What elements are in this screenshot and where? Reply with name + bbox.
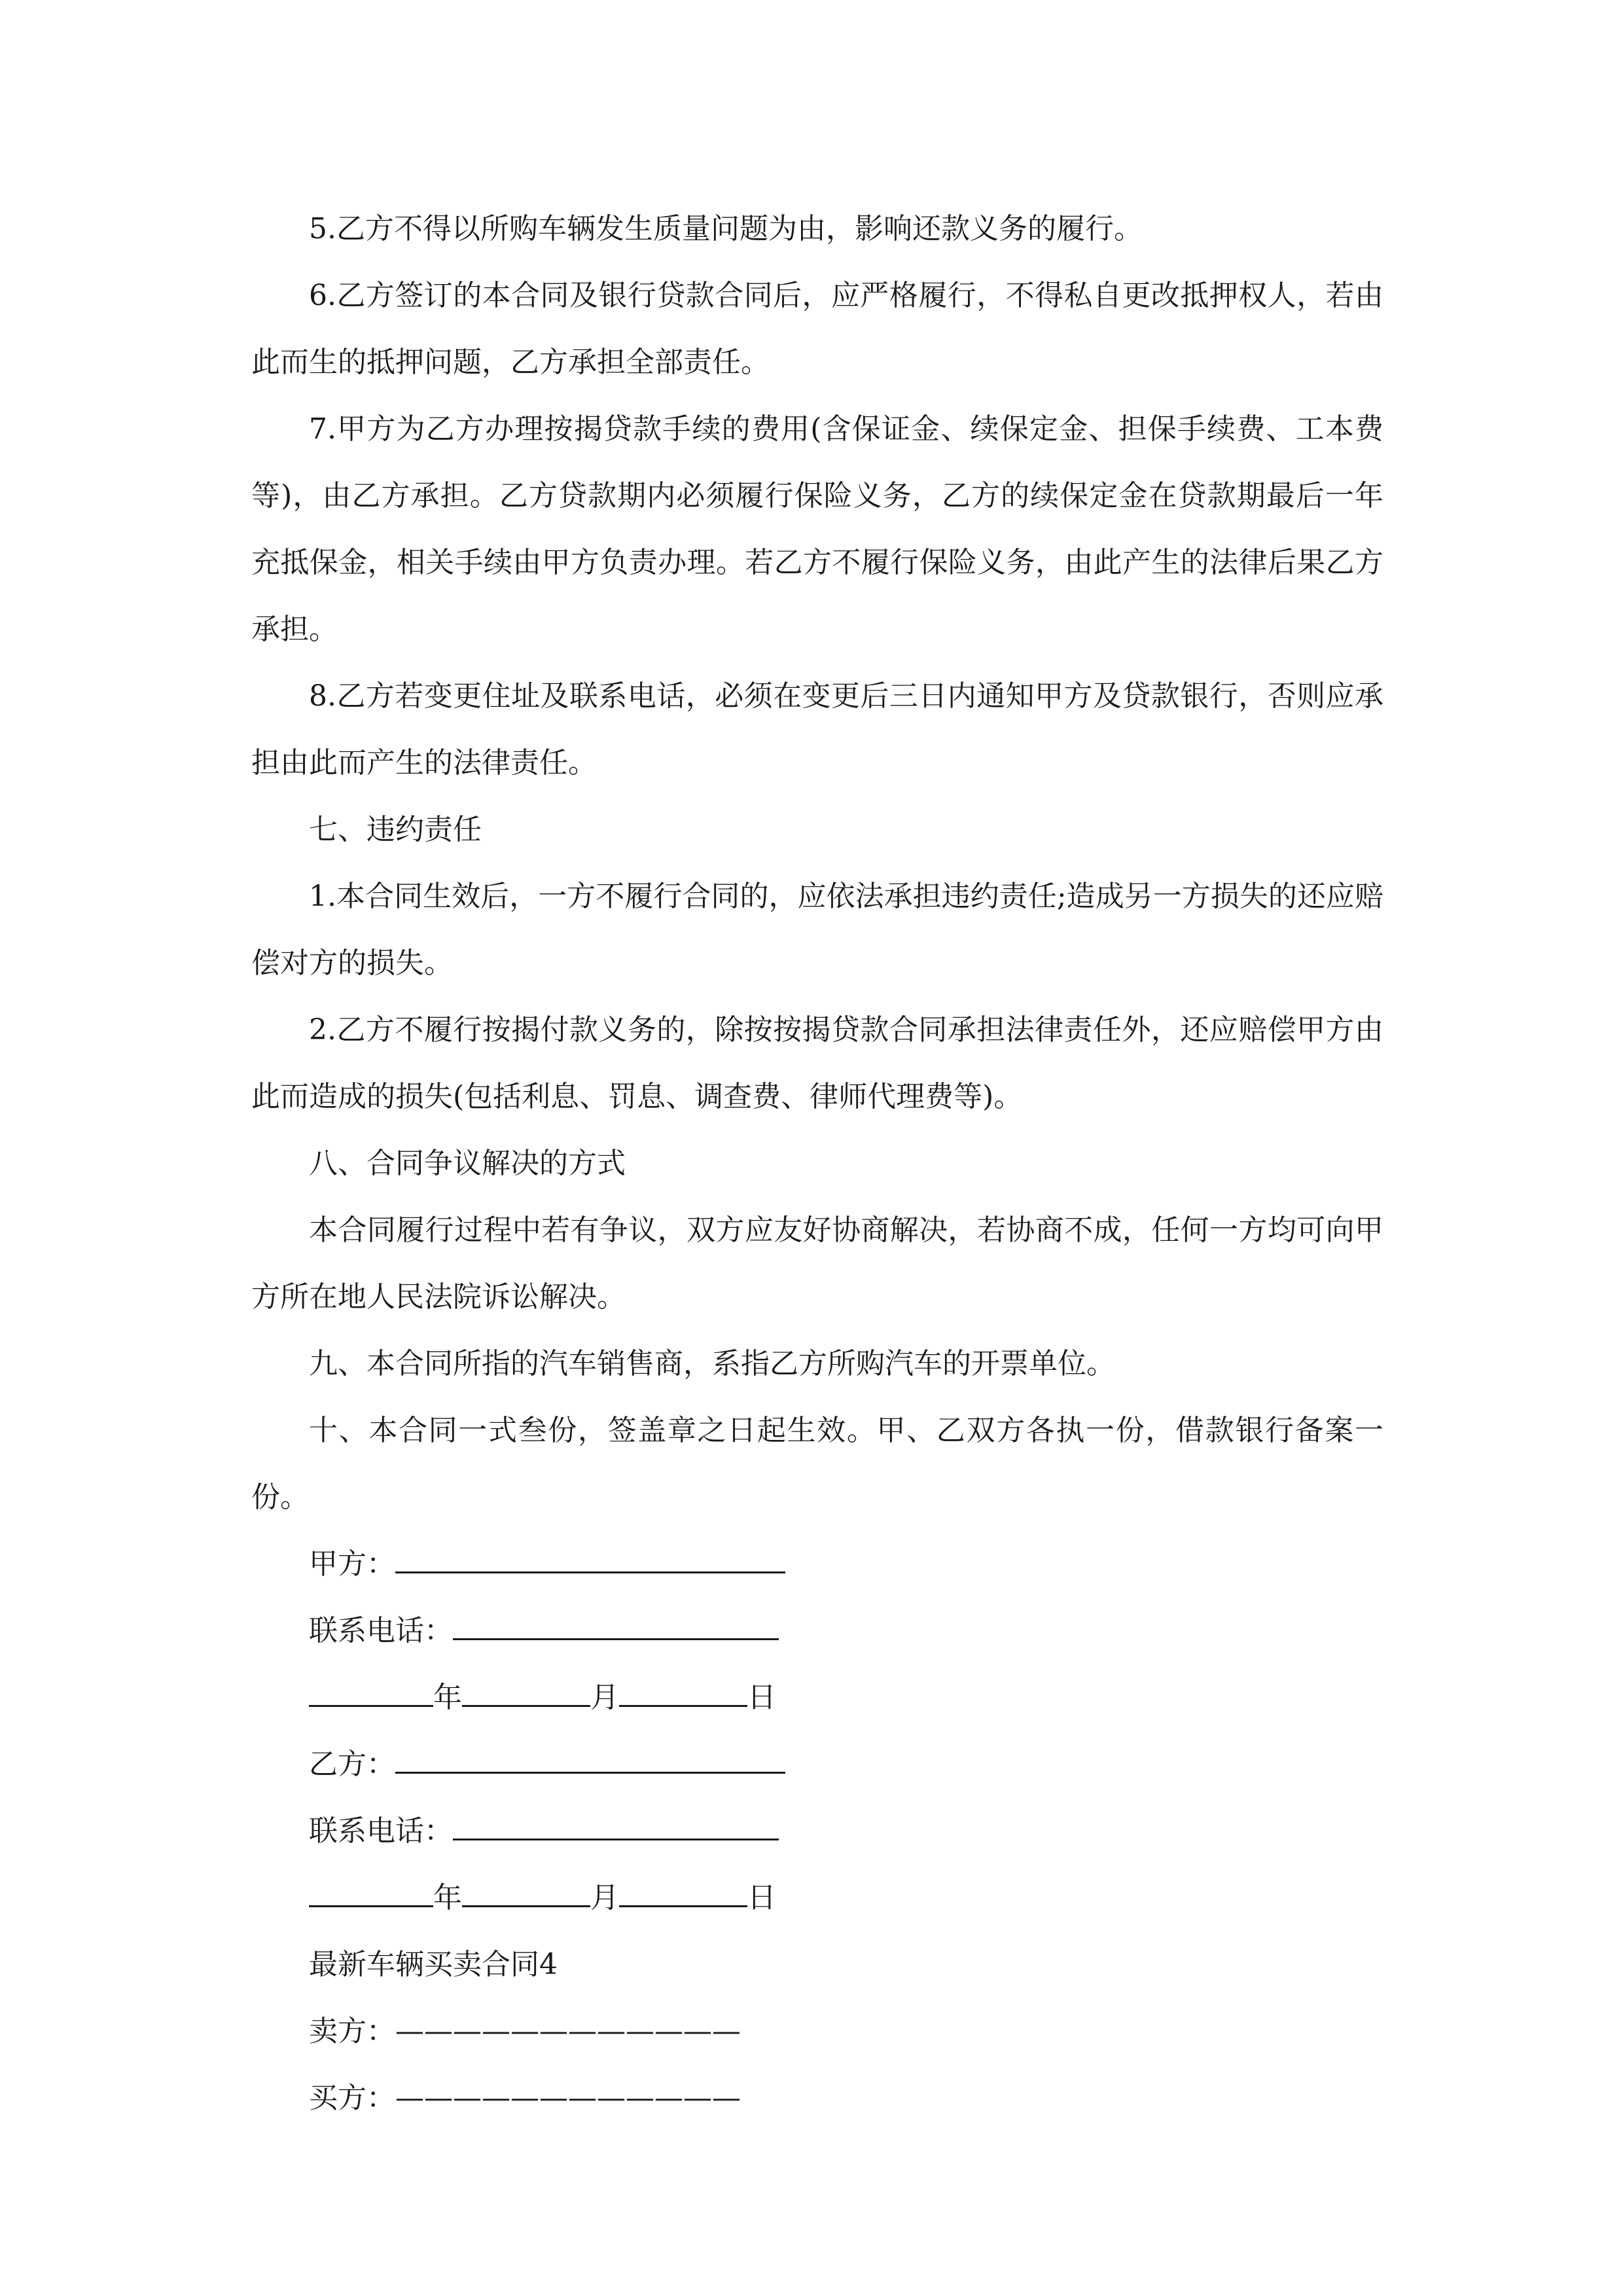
day-a-label: 日 bbox=[747, 1681, 776, 1714]
month-a-label: 月 bbox=[590, 1681, 619, 1714]
next-contract-title: 最新车辆买卖合同4 bbox=[309, 1948, 558, 1981]
clause-8: 8.乙方若变更住址及联系电话，必须在变更后三日内通知甲方及贷款银行，否则应承担由此而产生的法律责任。 bbox=[251, 679, 1383, 780]
phone-a-label: 联系电话： bbox=[309, 1614, 453, 1647]
party-b-line bbox=[251, 1731, 1383, 1798]
phone-b-blank bbox=[453, 1801, 779, 1840]
day-b-label: 日 bbox=[747, 1881, 776, 1914]
clause-6: 6.乙方签订的本合同及银行贷款合同后，应严格履行，不得私自更改抵押权人，若由此而生的抵押问题，乙方承担全部责任。 bbox=[251, 279, 1383, 379]
month-a-blank bbox=[462, 1667, 590, 1707]
phone-a-line bbox=[251, 1598, 1383, 1664]
party-a-label: 甲方： bbox=[309, 1547, 395, 1581]
party-a-line bbox=[251, 1531, 1383, 1598]
date-b-line bbox=[251, 1865, 1383, 1931]
party-a-blank bbox=[395, 1534, 785, 1573]
seller-line bbox=[251, 1998, 1383, 2065]
year-a-blank bbox=[309, 1667, 433, 1707]
breach-clause-2: 2.乙方不履行按揭付款义务的，除按按揭贷款合同承担法律责任外，还应赔偿甲方由此而造成的损失(包括利息、罚息、调查费、律师代理费等)。 bbox=[251, 1013, 1383, 1113]
seller-dash-line: ———————————— bbox=[395, 2015, 741, 2048]
year-b-blank bbox=[309, 1867, 433, 1907]
document-body bbox=[251, 196, 1383, 2132]
section-heading-breach: 七、违约责任 bbox=[309, 813, 482, 846]
phone-a-blank bbox=[453, 1600, 779, 1640]
seller-label: 卖方： bbox=[309, 2015, 395, 2048]
dispute-clause: 本合同履行过程中若有争议，双方应友好协商解决，若协商不成，任何一方均可向甲方所在地人民法院诉讼解决。 bbox=[251, 1213, 1383, 1314]
day-a-blank bbox=[619, 1667, 747, 1707]
clause-5: 5.乙方不得以所购车辆发生质量问题为由，影响还款义务的履行。 bbox=[309, 212, 1143, 245]
buyer-dash-line: ———————————— bbox=[395, 2081, 741, 2115]
date-a-line bbox=[251, 1664, 1383, 1731]
phone-b-line bbox=[251, 1798, 1383, 1865]
breach-clause-1: 1.本合同生效后，一方不履行合同的，应依法承担违约责任;造成另一方损失的还应赔偿对方的损失。 bbox=[251, 880, 1383, 980]
section-ten: 十、本合同一式叁份，签盖章之日起生效。甲、乙双方各执一份，借款银行备案一份。 bbox=[251, 1414, 1383, 1514]
year-b-label: 年 bbox=[433, 1881, 462, 1914]
clause-7: 7.甲方为乙方办理按揭贷款手续的费用(含保证金、续保定金、担保手续费、工本费等)，由乙方承担。乙方贷款期内必须履行保险义务，乙方的续保定金在贷款期最后一年充抵保金，相关手续由甲方负责办理。若乙方不履行保险义务，由此产生的法律后果乙方承担。 bbox=[251, 412, 1383, 646]
party-b-label: 乙方： bbox=[309, 1748, 395, 1781]
month-b-blank bbox=[462, 1867, 590, 1907]
party-b-blank bbox=[395, 1734, 785, 1774]
phone-b-label: 联系电话： bbox=[309, 1814, 453, 1848]
section-nine: 九、本合同所指的汽车销售商，系指乙方所购汽车的开票单位。 bbox=[309, 1347, 1115, 1380]
day-b-blank bbox=[619, 1867, 747, 1907]
buyer-line bbox=[251, 2065, 1383, 2132]
month-b-label: 月 bbox=[590, 1881, 619, 1914]
section-heading-dispute: 八、合同争议解决的方式 bbox=[309, 1147, 626, 1180]
buyer-label: 买方： bbox=[309, 2081, 395, 2115]
year-a-label: 年 bbox=[433, 1681, 462, 1714]
